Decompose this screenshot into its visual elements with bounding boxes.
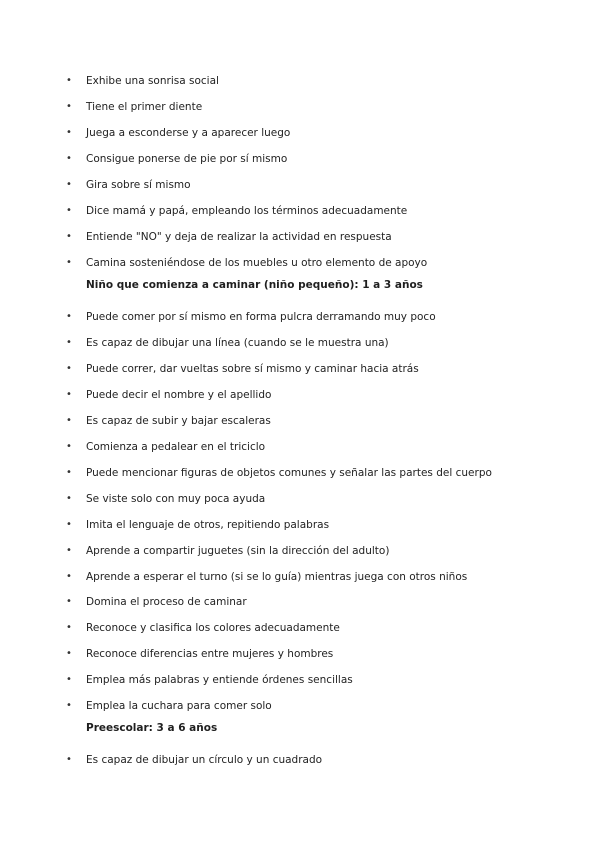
list-item-text: Exhibe una sonrisa social <box>86 75 219 87</box>
list-item-text: Reconoce diferencias entre mujeres y hombres <box>86 648 334 661</box>
bullet-icon: • <box>66 205 72 216</box>
bullet-icon: • <box>66 362 72 374</box>
list-item-text: Dice mamá y papá, empleando los términos adecuadamente <box>86 205 408 217</box>
bullet-icon: • <box>66 648 72 660</box>
bullet-icon: • <box>66 153 72 164</box>
bullet-icon: • <box>66 257 72 268</box>
list-item-text: Puede decir el nombre y el apellido <box>86 388 272 401</box>
bullet-icon: • <box>66 622 72 634</box>
list-item-text: Emplea la cuchara para comer solo <box>86 700 272 713</box>
list-item-text: Gira sobre sí mismo <box>86 179 191 191</box>
bullet-icon: • <box>66 75 72 86</box>
bullet-icon: • <box>66 674 72 686</box>
list-item-text: Aprende a compartir juguetes (sin la dirección del adulto) <box>86 544 390 557</box>
list-item-text: Puede comer por sí mismo en forma pulcra derramando muy poco <box>86 311 436 323</box>
list-item-text: Juega a esconderse y a aparecer luego <box>86 127 291 139</box>
list-item-text: Emplea más palabras y entiende órdenes sencillas <box>86 674 353 687</box>
list-item-text: Puede correr, dar vueltas sobre sí mismo y caminar hacia atrás <box>86 362 419 375</box>
section-heading-toddler: Niño que comienza a caminar (niño pequeño): 1 a 3 años <box>86 279 423 291</box>
bullet-icon: • <box>66 101 72 112</box>
bullet-icon: • <box>66 544 72 556</box>
bullet-icon: • <box>66 518 72 530</box>
bullet-icon: • <box>66 570 72 582</box>
list-item-text: Imita el lenguaje de otros, repitiendo palabras <box>86 518 330 531</box>
bullet-icon: • <box>66 388 72 400</box>
bullet-icon: • <box>66 414 72 426</box>
bullet-icon: • <box>66 336 72 348</box>
bullet-icon: • <box>66 311 72 322</box>
list-item-text: Es capaz de subir y bajar escaleras <box>86 414 271 427</box>
section-heading-preschool: Preescolar: 3 a 6 años <box>86 722 218 734</box>
list-item-text: Aprende a esperar el turno (si se lo guía) mientras juega con otros niños <box>86 570 468 583</box>
bullet-icon: • <box>66 179 72 190</box>
list-item-text: Consigue ponerse de pie por sí mismo <box>86 153 288 165</box>
list-item-text: Camina sosteniéndose de los muebles u otro elemento de apoyo <box>86 257 428 269</box>
bullet-icon: • <box>66 754 72 765</box>
bullet-icon: • <box>66 440 72 452</box>
list-item-text: Es capaz de dibujar una línea (cuando se le muestra una) <box>86 336 389 349</box>
bullet-icon: • <box>66 231 72 242</box>
list-item-text: Puede mencionar figuras de objetos comunes y señalar las partes del cuerpo <box>86 466 492 479</box>
list-item-text: Entiende "NO" y deja de realizar la actividad en respuesta <box>86 231 392 243</box>
list-item-text: Comienza a pedalear en el triciclo <box>86 440 266 453</box>
bullet-icon: • <box>66 700 72 712</box>
bullet-icon: • <box>66 492 72 504</box>
list-item-text: Tiene el primer diente <box>86 101 203 113</box>
list-item-text: Se viste solo con muy poca ayuda <box>86 492 266 505</box>
list-item-text: Domina el proceso de caminar <box>86 596 247 609</box>
bullet-icon: • <box>66 127 72 138</box>
bullet-icon: • <box>66 596 72 608</box>
list-item-text: Es capaz de dibujar un círculo y un cuadrado <box>86 754 323 766</box>
bullet-icon: • <box>66 466 72 478</box>
list-item-text: Reconoce y clasifica los colores adecuadamente <box>86 622 340 635</box>
